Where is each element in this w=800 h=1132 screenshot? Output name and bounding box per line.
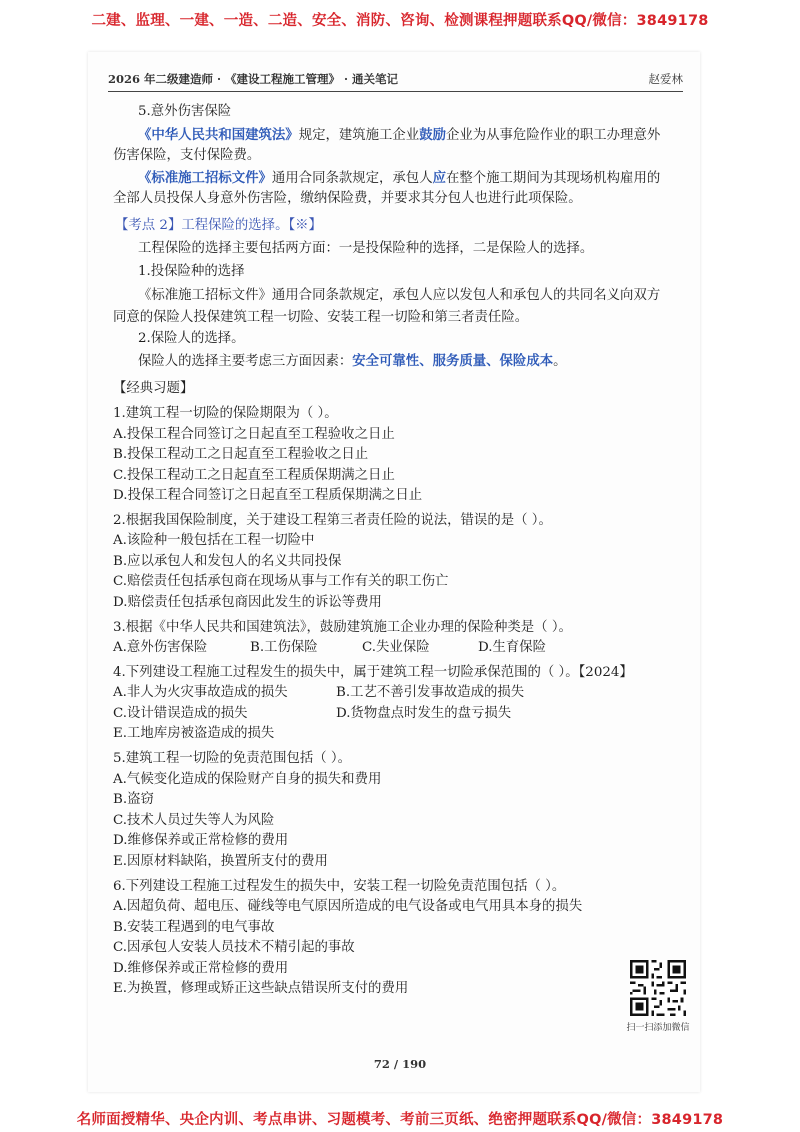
- paragraph-line: 《标准施工招标文件》通用合同条款规定，承包人应以发包人和承包人的共同名义向双方: [138, 288, 661, 303]
- header-rule: [108, 91, 683, 92]
- question-option: B.工伤保险: [250, 640, 318, 655]
- question-option: C.投保工程动工之日起直至工程质保期满之日止: [113, 468, 395, 483]
- qr-code-icon: [630, 960, 686, 1016]
- question-option: C.失业保险: [362, 640, 430, 655]
- question-option: C.技术人员过失等人为风险: [113, 813, 275, 828]
- question-text: 4.下列建设工程施工过程发生的损失中，属于建筑工程一切险承保范围的（ ）。【2024】: [113, 665, 633, 680]
- bottom-promo-banner: 名师面授精华、央企内训、考点串讲、习题模考、考前三页纸、绝密押题联系QQ/微信：3849178: [76, 1112, 724, 1128]
- question-text: 1.建筑工程一切险的保险期限为（ ）。: [113, 406, 338, 421]
- question-option: A.气候变化造成的保险财产自身的损失和费用: [113, 772, 382, 787]
- question-text: 5.建筑工程一切险的免责范围包括（ ）。: [113, 751, 351, 766]
- key-point-tag: 【考点 2】: [115, 218, 182, 233]
- question-option: A.非人为火灾事故造成的损失: [113, 685, 288, 700]
- question-text: 2.根据我国保险制度，关于建设工程第三者责任险的说法，错误的是（ ）。: [113, 513, 552, 528]
- paragraph-bidding-document: 《标准施工招标文件》通用合同条款规定，承包人应在整个施工期间为其现场机构雇用的: [138, 170, 661, 186]
- paragraph-insurer-factors: 保险人的选择主要考虑三方面因素：安全可靠性、服务质量、保险成本。: [138, 353, 567, 369]
- question-option: E.工地库房被盗造成的损失: [113, 726, 275, 741]
- question-option: D.投保工程合同签订之日起直至工程质保期满之日止: [113, 488, 423, 503]
- running-header: [108, 71, 683, 87]
- question-option: C.因承包人安装人员技术不精引起的事故: [113, 940, 355, 955]
- paragraph-construction-law: 《中华人民共和国建筑法》规定，建筑施工企业鼓励企业为从事危险作业的职工办理意外: [138, 127, 661, 143]
- question-option: D.货物盘点时发生的盘亏损失: [336, 706, 512, 721]
- question-option: E.因原材料缺陷，换置所支付的费用: [113, 854, 328, 869]
- question-option: A.因超负荷、超电压、碰线等电气原因所造成的电气设备或电气用具本身的损失: [113, 899, 583, 914]
- key-point-intro: 工程保险的选择主要包括两方面：一是投保险种的选择，二是保险人的选择。: [138, 241, 594, 256]
- paragraph-line: 同意的保险人投保建筑工程一切险、安装工程一切险和第三者责任险。: [113, 310, 529, 325]
- subheading-insurance-type: 1.投保险种的选择: [138, 264, 245, 279]
- exercises-heading: 【经典习题】: [113, 381, 194, 396]
- question-option: D.生育保险: [478, 640, 547, 655]
- keyword-shall: 应: [432, 170, 446, 186]
- question-option: E.为换置，修理或矫正这些缺点错误所支付的费用: [113, 981, 409, 996]
- law-citation: 《中华人民共和国建筑法》: [138, 127, 299, 143]
- top-promo-banner: 二建、监理、一建、一造、二造、安全、消防、咨询、检测课程押题联系QQ/微信：3849178: [91, 13, 709, 29]
- question-option: B.安装工程遇到的电气事故: [113, 920, 275, 935]
- paragraph-line: 伤害保险，支付保险费。: [113, 148, 261, 163]
- header-author: 赵爱林: [648, 72, 683, 86]
- key-point-title: 工程保险的选择。【※】: [181, 218, 322, 233]
- insurer-factors-keywords: 安全可靠性、服务质量、保险成本: [352, 353, 554, 369]
- question-option: B.盗窃: [113, 792, 154, 807]
- section-heading-accident-insurance: 5.意外伤害保险: [138, 104, 232, 119]
- document-citation: 《标准施工招标文件》: [138, 170, 272, 186]
- header-title: 2026 年二级建造师 · 《建设工程施工管理》 · 通关笔记: [108, 72, 399, 86]
- question-option: A.投保工程合同签订之日起直至工程验收之日止: [113, 427, 395, 442]
- question-option: B.应以承包人和发包人的名义共同投保: [113, 554, 342, 569]
- page-number: 72 / 190: [373, 1057, 427, 1071]
- question-option: B.投保工程动工之日起直至工程验收之日止: [113, 447, 369, 462]
- question-option: D.维修保养或正常检修的费用: [113, 961, 289, 976]
- subheading-insurer: 2.保险人的选择。: [138, 331, 245, 346]
- question-option: D.赔偿责任包括承包商因此发生的诉讼等费用: [113, 595, 382, 610]
- question-option: C.赔偿责任包括承包商在现场从事与工作有关的职工伤亡: [113, 574, 449, 589]
- paragraph-line: 全部人员投保人身意外伤害险，缴纳保险费，并要求其分包人也进行此项保险。: [113, 191, 582, 206]
- question-option: D.维修保养或正常检修的费用: [113, 833, 289, 848]
- question-text: 6.下列建设工程施工过程发生的损失中，安装工程一切险免责范围包括（ ）。: [113, 879, 566, 894]
- keyword-encourage: 鼓励: [419, 127, 446, 143]
- qr-caption: 扫一扫添加微信: [626, 1023, 690, 1033]
- question-text: 3.根据《中华人民共和国建筑法》，鼓励建筑施工企业办理的保险种类是（ ）。: [113, 620, 572, 635]
- question-option: C.设计错误造成的损失: [113, 706, 248, 721]
- question-option: A.意外伤害保险: [113, 640, 208, 655]
- key-point-heading: [115, 217, 322, 235]
- question-option: A.该险种一般包括在工程一切险中: [113, 533, 315, 548]
- question-option: B.工艺不善引发事故造成的损失: [336, 685, 525, 700]
